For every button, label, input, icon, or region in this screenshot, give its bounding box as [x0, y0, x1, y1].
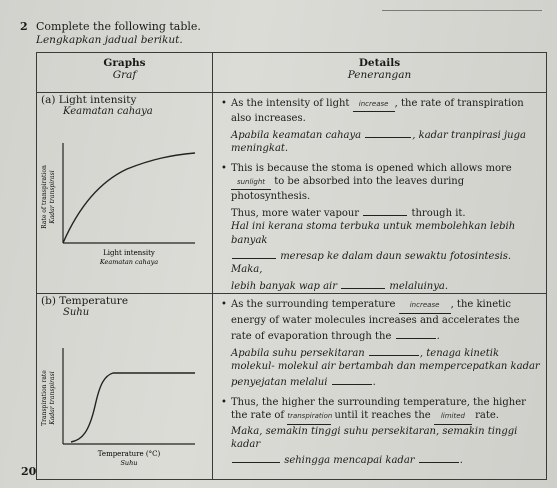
row-b-blank-3[interactable] — [369, 344, 419, 356]
row-b-blank-4[interactable] — [332, 373, 372, 385]
row-a-graph-cell — [37, 93, 213, 294]
row-b-p1-ms-c: . — [372, 377, 376, 389]
header-graphs-en: Graphs — [103, 57, 146, 69]
row-a-blank-6[interactable] — [341, 277, 385, 289]
header-graphs — [37, 53, 213, 93]
graph-a-y-label-en: Rate of transpiration — [41, 165, 48, 229]
row-b-blank-8[interactable] — [419, 451, 459, 463]
row-a-p1-text: As the intensity of light — [231, 98, 350, 109]
row-a-blank-4[interactable] — [363, 204, 407, 216]
row-b-p2-ms-a: Maka, semakin tinggi suhu persekitaran, semakin tinggi kadar — [231, 425, 518, 450]
row-b-point-1-ms — [221, 344, 542, 390]
row-b-details — [213, 294, 547, 480]
answer-table — [36, 52, 547, 480]
row-b-p2-b: until it reaches the — [334, 410, 431, 422]
row-b-p2-a: Thus, the higher the surrounding temperature, the higher the rate of — [231, 396, 526, 422]
temperature-graph — [37, 294, 213, 480]
row-a-blank-3[interactable]: sunlight — [231, 176, 271, 190]
row-b-blank-7[interactable] — [232, 451, 280, 463]
row-b-blank-6[interactable]: limited — [434, 410, 472, 424]
header-graphs-ms: Graf — [112, 69, 137, 81]
row-a-details — [213, 93, 547, 294]
graph-a-x-label-ms: Keamatan cahaya — [99, 258, 159, 266]
row-a-point-1-ms — [221, 126, 542, 156]
row-b-label-ms: Suhu — [63, 307, 90, 319]
row-a-point-2 — [221, 162, 542, 294]
row-a-label-ms: Keamatan cahaya — [63, 106, 153, 117]
row-b-graph-cell — [37, 294, 213, 480]
graph-b-y-label-ms: Kadar transpirasi — [49, 371, 56, 425]
row-b-p2-ms-c: . — [459, 455, 463, 467]
row-b-blank-1[interactable]: increase — [399, 299, 451, 313]
row-a-p2-b: to be absorbed into the leaves during photosynthesis. — [231, 176, 465, 203]
page-number: 20 — [21, 465, 37, 478]
graph-b-x-label-ms: Suhu — [120, 459, 138, 468]
row-b-p1-ms-b: , tenaga kinetik molekul- molekul air bertambah dan mempercepatkan kadar penyejatan melalui — [231, 347, 540, 389]
row-a-p2-ms-b: meresap ke dalam daun sewaktu fotosintesis. Maka, — [231, 251, 512, 276]
row-a-p2-ms-d: melaluinya. — [389, 280, 449, 292]
graph-b-curve — [71, 373, 195, 442]
question-number: 2 — [20, 20, 28, 33]
row-b-p1-a: As the surrounding temperature — [231, 299, 396, 311]
row-b-p1-b: , the kinetic energy of water molecules increases and accelerates the rate of evaporation through the — [231, 299, 520, 343]
graph-a-curve — [63, 153, 195, 243]
header-details-ms: Penerangan — [347, 69, 412, 81]
header-details — [213, 53, 547, 93]
row-b-blank-2[interactable] — [396, 327, 436, 339]
graph-b-x-label-en: Temperature (°C) — [97, 450, 161, 459]
row-b-blank-5[interactable]: transpiration — [287, 410, 331, 424]
row-a-p2-d: through it. — [411, 207, 466, 219]
question-text-malay: Lengkapkan jadual berikut. — [36, 34, 183, 46]
row-a-p1-ms-b: , kadar tranpirasi juga meningkat. — [231, 129, 526, 155]
top-rule — [382, 10, 542, 11]
row-a-p2-a: This is because the stoma is opened which allows more — [231, 162, 512, 174]
row-b-point-1 — [221, 298, 542, 343]
light-intensity-graph — [37, 93, 213, 275]
row-a-p1-text-b: , the rate of transpiration also increases. — [231, 98, 524, 125]
row-a-p1-ms-a: Apabila keamatan cahaya — [231, 129, 362, 141]
row-a-blank-1[interactable]: increase — [353, 98, 395, 112]
row-b-p1-ms-a: Apabila suhu persekitaran — [231, 347, 365, 359]
row-a-p2-ms-a: Hal ini kerana stoma terbuka untuk membolehkan lebih banyak — [231, 221, 516, 246]
row-b-p2-c: rate. — [475, 410, 499, 422]
row-b-p2-ms-b: sehingga mencapai kadar — [284, 455, 415, 467]
row-b-p1-c: . — [436, 331, 440, 343]
header-details-en: Details — [358, 57, 401, 69]
row-a-point-1 — [221, 97, 542, 126]
row-a-blank-2[interactable] — [365, 126, 411, 138]
graph-b-y-label-en: Transpiration rate — [41, 370, 48, 427]
graph-a-x-label-en: Light intensity — [103, 249, 155, 257]
row-b-point-2 — [221, 396, 542, 468]
row-a-label-en: (a) Light intensity — [41, 94, 137, 106]
graph-a-y-label-ms: Kadar transpirasi — [49, 170, 56, 224]
row-a-p2-c: Thus, more water vapour — [231, 207, 360, 219]
question-text: Complete the following table. — [36, 20, 201, 33]
row-a-p2-ms-c: lebih banyak wap air — [231, 280, 338, 292]
row-a-blank-5[interactable] — [232, 247, 276, 259]
row-b-label-en: (b) Temperature — [41, 295, 129, 308]
